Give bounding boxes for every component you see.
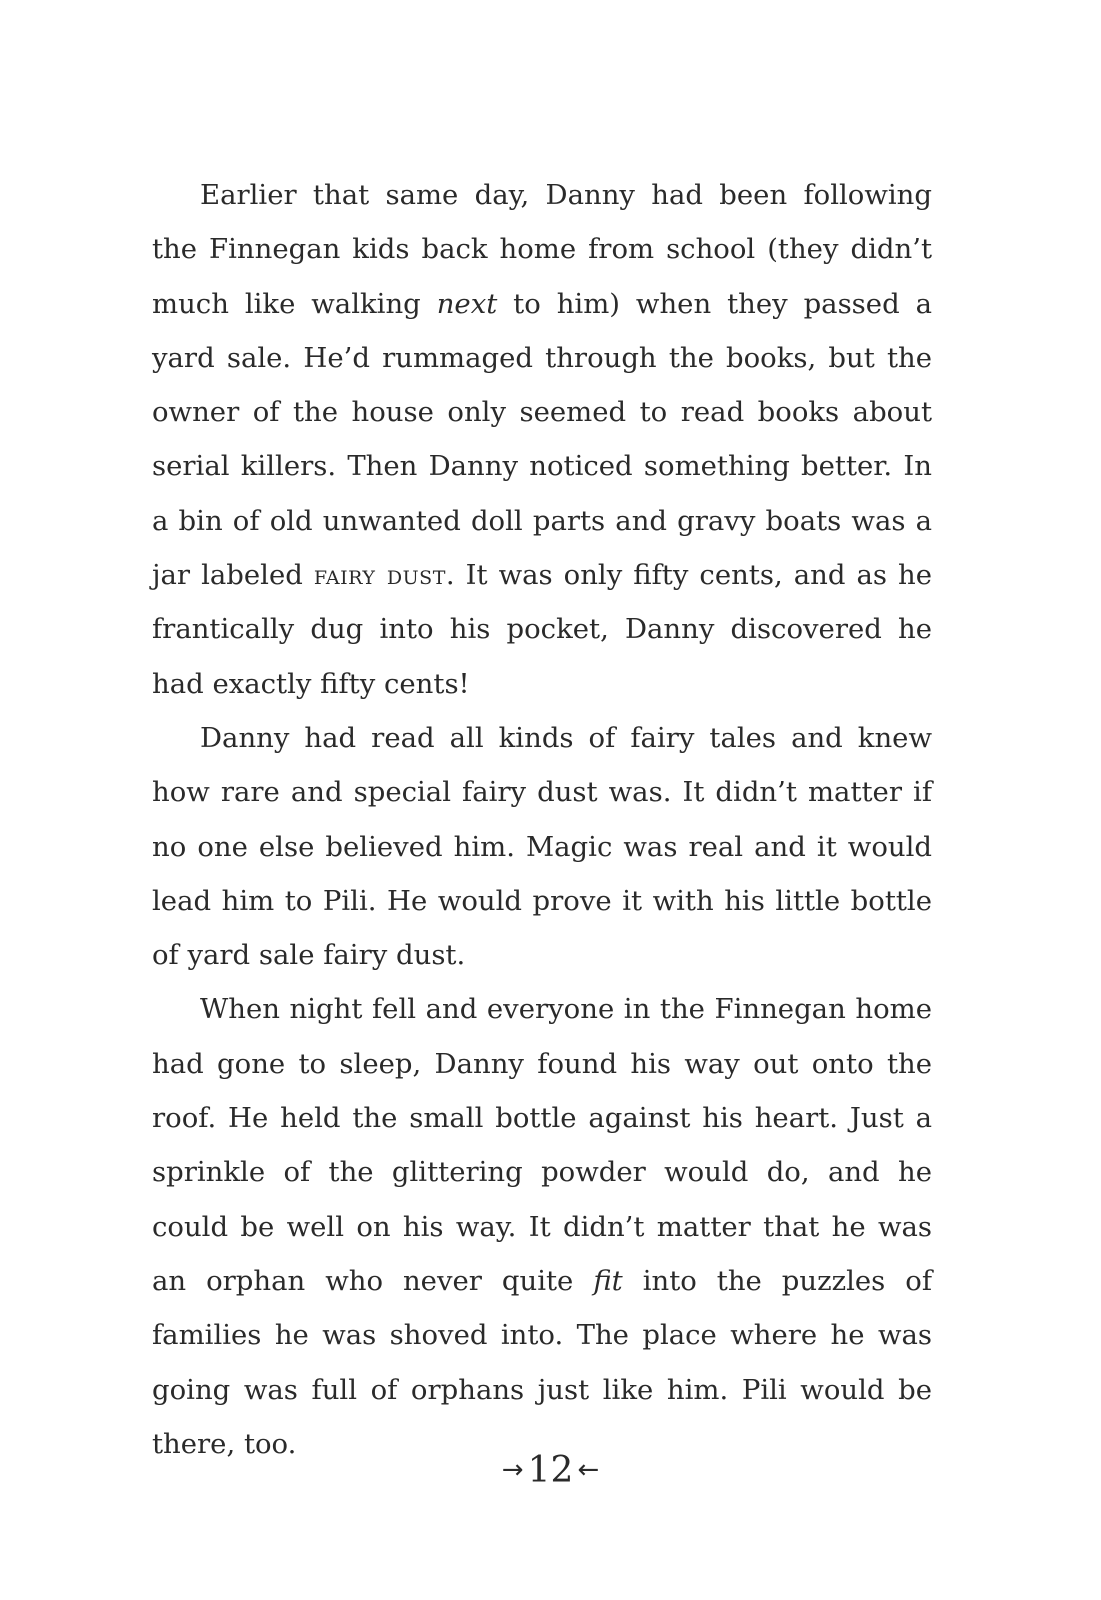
- body-text: [152, 168, 932, 1471]
- paragraph-2: [152, 711, 932, 982]
- paragraph-3-text-1: When night fell and everyone in the Finnegan home had gone to sleep, Danny found his way out onto the roof. He held the small bottle against his heart. Just a sprinkle of the glittering powder would do, and he could be well on his way. It didn’t matter that he was an orphan who never quite: [152, 993, 932, 1297]
- paragraph-3: [152, 982, 932, 1471]
- label-fairy-dust: fairy dust: [313, 559, 446, 592]
- paragraph-1: [152, 168, 932, 711]
- page-number: [0, 1448, 1101, 1493]
- paragraph-3-text-2: into the puzzles of families he was shoved into. The place where he was going was full of orphans just like him. Pili would be there, too.: [152, 1264, 932, 1460]
- emphasis-fit: fit: [593, 1264, 623, 1297]
- page-number-value: 12: [527, 1450, 574, 1491]
- paragraph-1-text-3: . It was only fifty cents, and as he frantically dug into his pocket, Danny discovered he had exactly fifty cents!: [152, 559, 933, 700]
- paragraph-2-text-1: Danny had read all kinds of fairy tales and knew how rare and special fairy dust was. It didn’t matter if no one else believed him. Magic was real and it would lead him to Pili. He would prove it with his little bottle of yard sale fairy dust.: [152, 721, 932, 972]
- left-arrow-icon: ←: [577, 1455, 600, 1485]
- right-arrow-icon: →: [501, 1455, 524, 1485]
- paragraph-1-text-1: Earlier that same day, Danny had been following the Finnegan kids back home from school (they didn’t much like walking: [152, 179, 932, 320]
- paragraph-1-text-2: to him) when they passed a yard sale. He’d rummaged through the books, but the owner of the house only seemed to read books about serial killers. Then Danny noticed something better. In a bin of old unwanted doll parts and gravy boats was a jar labeled: [152, 287, 932, 592]
- emphasis-next: next: [436, 287, 498, 320]
